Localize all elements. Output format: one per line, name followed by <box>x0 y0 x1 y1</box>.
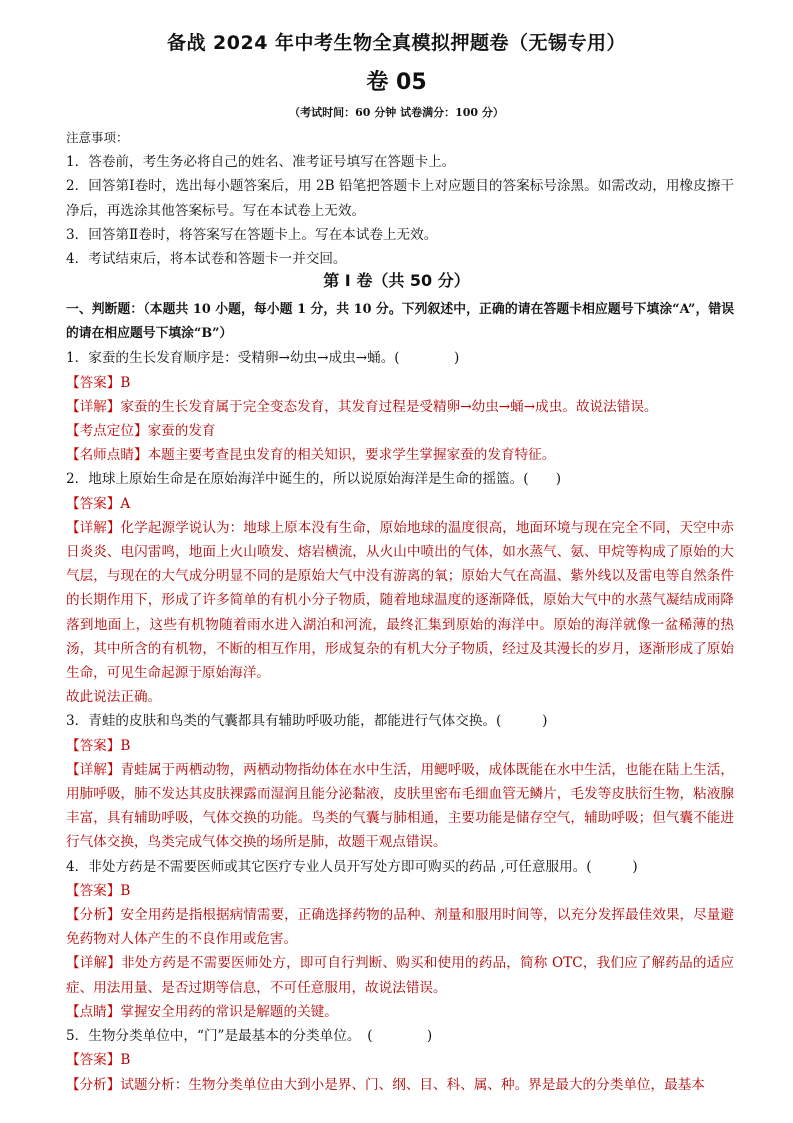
question-stem: 4．非处方药是不需要医师或其它医疗专业人员开写处方即可购买的药品 ,可任意服用。( ) <box>66 858 638 875</box>
detail-text: 非处方药是不需要医师处方，即可自行判断、购买和使用的药品，简称 OTC，我们应了解药品的适应症、用法用量、是否过期等信息，不可任意服用，故说法错误。 <box>66 955 735 996</box>
question-list <box>66 298 734 1097</box>
analysis-text: 试题分析：生物分类单位由大到小是界、门、纲、目、科、属、种。界是最大的分类单位，最基本 <box>120 1076 705 1093</box>
answer-tag: 【答案】 <box>66 737 121 754</box>
detail-tag: 【详解】 <box>66 761 121 778</box>
analysis-line <box>66 903 734 951</box>
detail-line <box>66 951 734 999</box>
detail-text: 家蚕的生长发育属于完全变态发育，其发育过程是受精卵→幼虫→蛹→成虫。故说法错误。 <box>120 398 658 415</box>
answer-line <box>66 371 734 395</box>
answer-tag: 【答案】 <box>66 495 121 512</box>
detail-line <box>66 758 734 855</box>
exam-info: （考试时间：60 分钟 试卷满分：100 分） <box>289 106 504 119</box>
conclusion-line: 故此说法正确。 <box>66 689 162 706</box>
answer-value: B <box>120 737 131 754</box>
answer-value: B <box>120 1052 131 1069</box>
notice-item: 4．考试结束后，将本试卷和答题卡一并交回。 <box>66 251 347 268</box>
section-instruction: 一、判断题：（本题共 10 小题，每小题 1 分，共 10 分。下列叙述中，正确的请在答题卡相应题号下填涂“A”，错误的请在相应题号下填涂“B”） <box>66 302 734 342</box>
point-line <box>66 419 734 443</box>
question-stem: 1．家蚕的生长发育顺序是：受精卵→幼虫→成虫→蛹。( ) <box>66 350 460 367</box>
detail-line <box>66 516 734 685</box>
comment-text: 本题主要考查昆虫发育的相关知识，要求学生掌握家蚕的发育特征。 <box>147 447 556 464</box>
notice-block <box>66 126 734 271</box>
answer-line <box>66 879 734 903</box>
notice-heading: 注意事项： <box>66 130 129 145</box>
section-title: 第 I 卷（共 50 分） <box>323 271 470 290</box>
paper-number: 卷 05 <box>366 70 427 95</box>
notice-item: 3．回答第Ⅱ卷时，将答案写在答题卡上。写在本试卷上无效。 <box>66 226 438 243</box>
notice-item: 2．回答第Ⅰ卷时，选出每小题答案后，用 2B 铅笔把答题卡上对应题目的答案标号涂黑。如需改动，用橡皮擦干净后，再选涂其他答案标号。写在本试卷上无效。 <box>66 178 734 219</box>
analysis-tag: 【分析】 <box>66 1076 121 1093</box>
answer-line <box>66 734 734 758</box>
detail-line <box>66 395 734 419</box>
question-stem: 2．地球上原始生命是在原始海洋中诞生的，所以说原始海洋是生命的摇篮。( ) <box>66 471 562 488</box>
comment-tag: 【名师点睛】 <box>66 447 148 464</box>
point-tag: 【考点定位】 <box>66 423 148 440</box>
notice-item: 1．答卷前，考生务必将自己的姓名、准考证号填写在答题卡上。 <box>66 154 456 171</box>
comment-line <box>66 443 734 467</box>
detail-tag: 【详解】 <box>66 519 121 536</box>
answer-tag: 【答案】 <box>66 374 121 391</box>
analysis-text: 安全用药是指根据病情需要，正确选择药物的品种、剂量和服用时间等，以充分发挥最佳效果，尽量避免药物对人体产生的不良作用或危害。 <box>66 907 735 948</box>
answer-line <box>66 492 734 516</box>
point-text: 家蚕的发育 <box>147 423 216 440</box>
answer-value: B <box>120 374 131 391</box>
analysis-tag: 【分析】 <box>66 907 121 924</box>
answer-line <box>66 1048 734 1072</box>
comment-line <box>66 1000 734 1024</box>
detail-text: 青蛙属于两栖动物，两栖动物指幼体在水中生活，用鳃呼吸，成体既能在水中生活，也能在陆上生活，用肺呼吸，肺不发达其皮肤裸露而湿润且能分泌黏液，皮肤里密布毛细血管无鳞片，毛发等皮肤衍生物，粘液腺丰富，具有辅助呼吸，气体交换的功能。鸟类的气囊与肺相通，主要功能是储存空气，辅助呼吸；但气囊不能进行气体交换，鸟类完成气体交换的场所是肺，故题干观点错误。 <box>66 761 735 851</box>
detail-tag: 【详解】 <box>66 398 121 415</box>
question-stem: 5．生物分类单位中，“门”是最基本的分类单位。 ( ) <box>66 1028 433 1045</box>
answer-tag: 【答案】 <box>66 882 121 899</box>
comment-tag: 【点睛】 <box>66 1003 121 1020</box>
page-title: 备战 2024 年中考生物全真模拟押题卷（无锡专用） <box>166 32 627 54</box>
answer-value: A <box>120 495 131 512</box>
comment-text: 掌握安全用药的常识是解题的关键。 <box>120 1003 338 1020</box>
question-stem: 3．青蛙的皮肤和鸟类的气囊都具有辅助呼吸功能，都能进行气体交换。( ) <box>66 713 548 730</box>
detail-tag: 【详解】 <box>66 955 122 972</box>
analysis-line <box>66 1073 734 1097</box>
answer-value: B <box>120 882 131 899</box>
detail-text: 化学起源学说认为：地球上原本没有生命，原始地球的温度很高，地面环境与现在完全不同，天空中赤日炎炎、电闪雷鸣，地面上火山喷发、熔岩横流，从火山中喷出的气体，如水蒸气、氨、甲烷等构成了原始的大气层，与现在的大气成分明显不同的是原始大气中没有游离的氧；原始大气在高温、紫外线以及雷电等自然条件的长期作用下，形成了许多简单的有机小分子物质，随着地球温度的逐渐降低，原始大气中的水蒸气凝结成雨降落到地面上，这些有机物随着雨水进入湖泊和河流，最终汇集到原始的海洋中。原始的海洋就像一盆稀薄的热汤，其中所含的有机物，不断的相互作用，形成复杂的有机大分子物质，经过及其漫长的岁月，逐渐形成了原始生命，可见生命起源于原始海洋。 <box>66 519 735 682</box>
answer-tag: 【答案】 <box>66 1052 121 1069</box>
